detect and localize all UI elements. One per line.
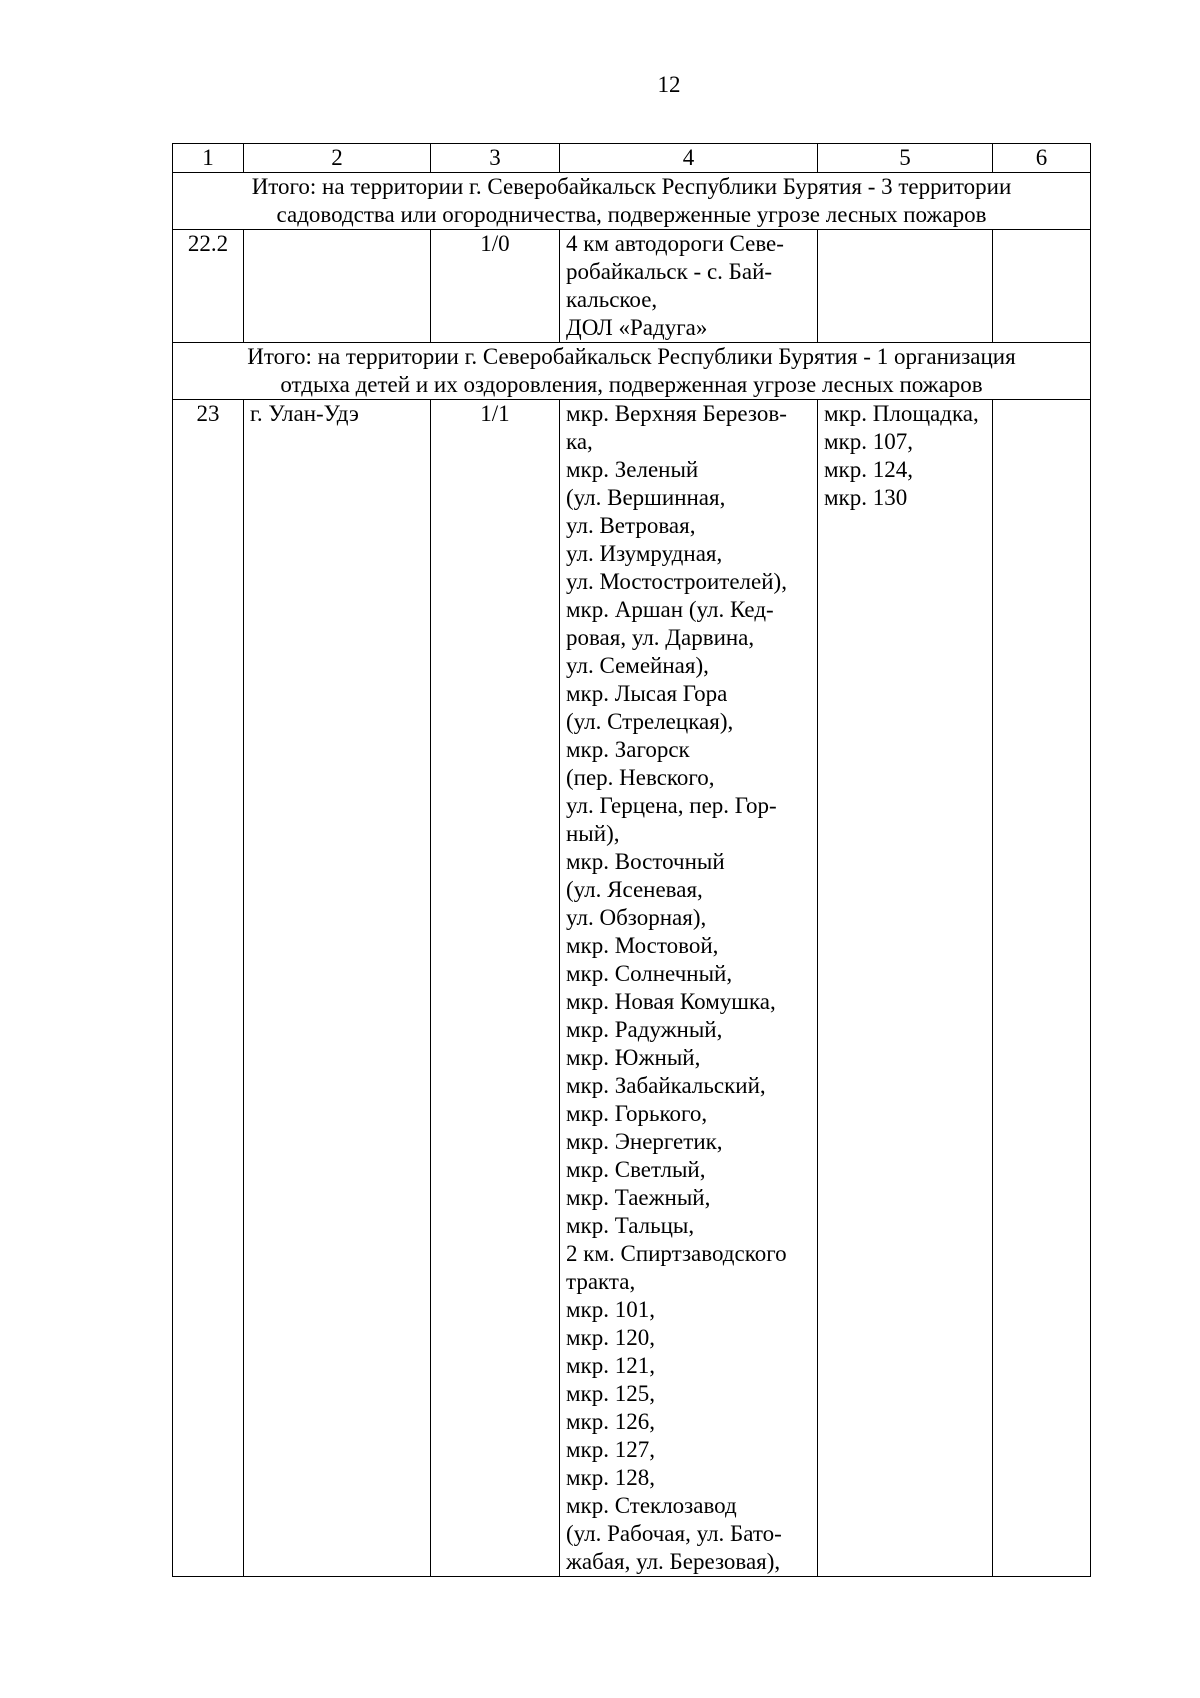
cell-line: ровая, ул. Дарвина, [566,625,755,650]
cell-line: мкр. 101, [566,1297,655,1322]
row-22-2-number: 22.2 [173,230,244,343]
table-row-22-2 [173,230,1091,343]
cell-line: мкр. Энергетик, [566,1129,723,1154]
header-col-4: 4 [560,144,818,173]
cell-line: мкр. Площадка, [824,401,979,426]
row-22-2-col5 [818,230,993,343]
cell-line: мкр. Таежный, [566,1185,711,1210]
total-cell-gardening [173,173,1091,230]
cell-line: 2 км. Спиртзаводского [566,1241,787,1266]
settlements-table [172,143,1091,1577]
cell-line: ный), [566,821,620,846]
cell-line: мкр. Верхняя Березов- [566,401,787,426]
header-col-1: 1 [173,144,244,173]
row-22-2-col6 [993,230,1091,343]
cell-line: ка, [566,429,593,454]
cell-line: мкр. Солнечный, [566,961,733,986]
page-number: 12 [657,72,681,97]
row-22-2-settlement [244,230,431,343]
row-23-col6 [993,400,1091,1577]
total-children-line-2: отдыха детей и их оздоровления, подверженная угрозе лесных пожаров [280,372,983,397]
cell-line: мкр. 127, [566,1437,655,1462]
cell-line: мкр. 120, [566,1325,655,1350]
cell-line: ул. Мостостроителей), [566,569,787,594]
total-children-line-1: Итого: на территории г. Северобайкальск Республики Бурятия - 1 организация [247,344,1016,369]
row-22-2-count: 1/0 [431,230,560,343]
cell-line: мкр. 125, [566,1381,655,1406]
header-col-3: 3 [431,144,560,173]
cell-line: тракта, [566,1269,636,1294]
cell-line: мкр. Светлый, [566,1157,706,1182]
cell-line: мкр. 124, [824,457,913,482]
cell-line: (ул. Рабочая, ул. Бато- [566,1521,782,1546]
row-23-count: 1/1 [431,400,560,1577]
cell-line: 4 км автодороги Севе- [566,231,784,256]
cell-line: (ул. Ясеневая, [566,877,703,902]
cell-line: мкр. 128, [566,1465,655,1490]
cell-line: (ул. Вершинная, [566,485,726,510]
cell-line: мкр. 130 [824,485,908,510]
cell-line: мкр. 107, [824,429,913,454]
cell-line: ул. Обзорная), [566,905,707,930]
table-row-23 [173,400,1091,1577]
cell-line: кальское, [566,287,658,312]
table-header-row [173,144,1091,173]
row-22-2-territories [560,230,818,343]
total-cell-children-camps [173,343,1091,400]
cell-line: мкр. Горького, [566,1101,708,1126]
row-23-territories-list [566,400,811,1576]
cell-line: мкр. Южный, [566,1045,701,1070]
cell-line: мкр. Новая Комушка, [566,989,776,1014]
cell-line: мкр. Тальцы, [566,1213,695,1238]
cell-line: жабая, ул. Березовая), [566,1549,781,1574]
cell-line: мкр. Забайкальский, [566,1073,766,1098]
row-23-col5-list [824,400,986,512]
total-gardening-line-1: Итого: на территории г. Северобайкальск Республики Бурятия - 3 территории [251,174,1012,199]
row-23-col5 [818,400,993,1577]
total-row-children-camps [173,343,1091,400]
cell-line: мкр. Лысая Гора [566,681,728,706]
cell-line: ул. Изумрудная, [566,541,723,566]
cell-line: ул. Семейная), [566,653,709,678]
cell-line: робайкальск - с. Бай- [566,259,773,284]
cell-line: мкр. 121, [566,1353,655,1378]
cell-line: мкр. Загорск [566,737,690,762]
row-23-settlement: г. Улан-Удэ [244,400,431,1577]
cell-line: (ул. Стрелецкая), [566,709,734,734]
header-col-6: 6 [993,144,1091,173]
total-gardening-line-2: садоводства или огородничества, подверженные угрозе лесных пожаров [276,202,987,227]
total-row-gardening [173,173,1091,230]
cell-line: мкр. Аршан (ул. Кед- [566,597,774,622]
cell-line: мкр. Восточный [566,849,725,874]
cell-line: (пер. Невского, [566,765,715,790]
cell-line: ДОЛ «Радуга» [566,315,708,340]
cell-line: ул. Герцена, пер. Гор- [566,793,777,818]
row-22-2-territories-list [566,230,811,342]
cell-line: мкр. 126, [566,1409,655,1434]
cell-line: мкр. Радужный, [566,1017,723,1042]
cell-line: мкр. Мостовой, [566,933,719,958]
row-23-territories [560,400,818,1577]
header-col-5: 5 [818,144,993,173]
row-23-number: 23 [173,400,244,1577]
cell-line: ул. Ветровая, [566,513,696,538]
cell-line: мкр. Зеленый [566,457,699,482]
cell-line: мкр. Стеклозавод [566,1493,737,1518]
header-col-2: 2 [244,144,431,173]
